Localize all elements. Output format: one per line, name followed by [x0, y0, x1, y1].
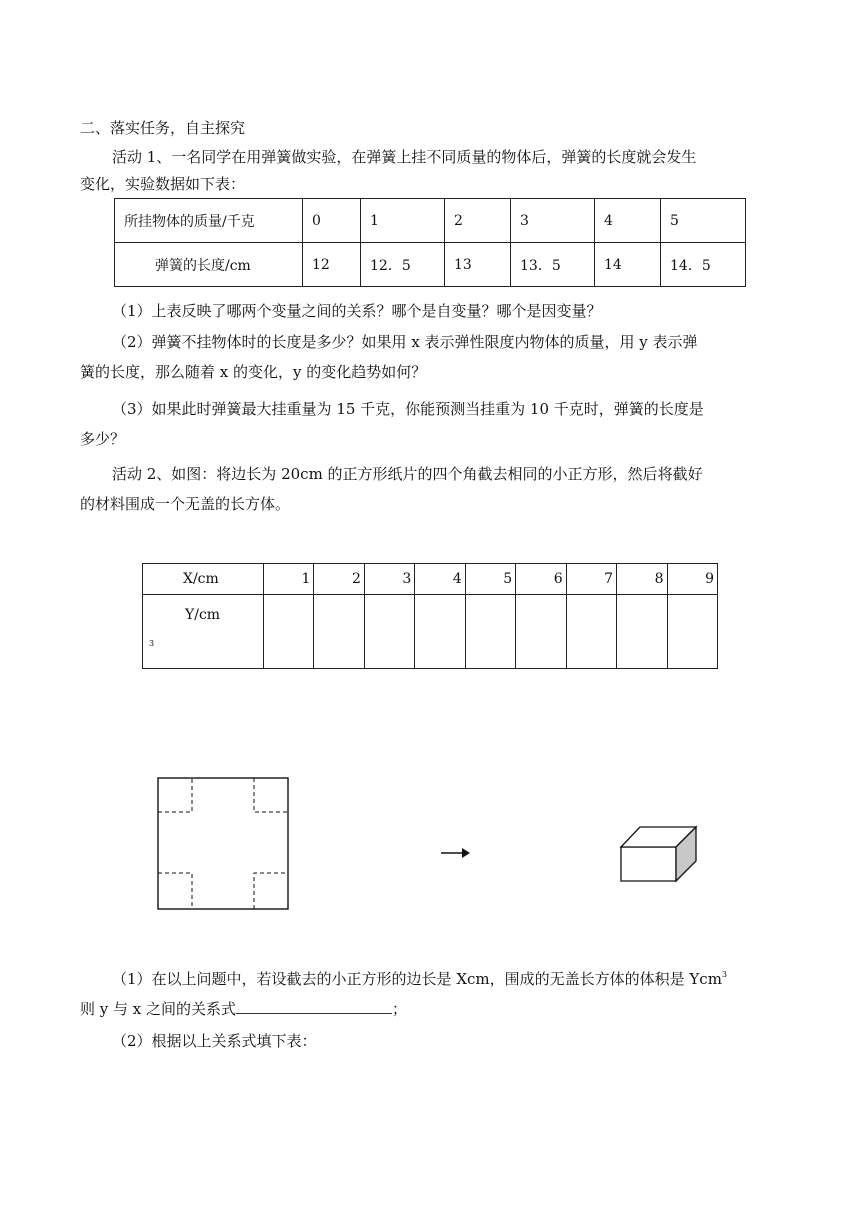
y-header-label: Y/cm [185, 607, 221, 623]
length-cell: 12．5 [361, 243, 445, 287]
x-value-cell: 4 [415, 564, 465, 595]
table-row [143, 564, 718, 595]
table-row [115, 199, 746, 243]
activity1-intro-line2: 变化，实验数据如下表： [80, 175, 246, 193]
bottom-left-cut [158, 873, 192, 909]
relation-suffix: ； [392, 1000, 408, 1018]
section-title: 二、落实任务，自主探究 [80, 119, 246, 137]
arrow-right-icon [440, 845, 472, 861]
y-value-cell [667, 595, 718, 669]
x-value-cell: 7 [566, 564, 616, 595]
y-value-cell [516, 595, 566, 669]
y-value-cell [617, 595, 667, 669]
y-value-cell [566, 595, 616, 669]
x-value-cell: 9 [667, 564, 718, 595]
y-value-cell [465, 595, 515, 669]
cut-lines [158, 778, 288, 909]
x-value-cell: 8 [617, 564, 667, 595]
length-cell: 13 [445, 243, 511, 287]
answer-blank[interactable] [236, 999, 392, 1014]
mass-cell: 0 [303, 199, 361, 243]
x-value-cell: 1 [264, 564, 314, 595]
activity1-question3-line1: （3）如果此时弹簧最大挂重量为 15 千克，你能预测当挂重为 10 千克时，弹簧的长度是 [112, 400, 704, 418]
cubic-superscript: 3 [721, 970, 728, 979]
activity1-question3-line2: 多少？ [80, 430, 126, 448]
table-row [115, 243, 746, 287]
y-value-cell [415, 595, 465, 669]
mass-cell: 2 [445, 199, 511, 243]
box-front-face [621, 847, 676, 881]
mass-cell: 4 [595, 199, 661, 243]
activity1-question1: （1）上表反映了哪两个变量之间的关系？哪个是自变量？哪个是因变量？ [112, 302, 602, 320]
x-value-cell: 2 [314, 564, 364, 595]
y-value-cell [364, 595, 414, 669]
y-header-superscript: 3 [149, 639, 155, 648]
x-value-cell: 3 [364, 564, 414, 595]
table-row [143, 595, 718, 669]
length-cell: 14 [595, 243, 661, 287]
activity2-intro-line1: 活动 2、如图：将边长为 20cm 的正方形纸片的四个角截去相同的小正方形，然后将截好 [112, 465, 703, 483]
cut-square-figure [150, 770, 300, 920]
activity2-question2: （2）根据以上关系式填下表： [112, 1032, 317, 1050]
x-value-cell: 6 [516, 564, 566, 595]
activity1-intro-line1: 活动 1、一名同学在用弹簧做实验，在弹簧上挂不同质量的物体后，弹簧的长度就会发生 [112, 148, 697, 166]
top-left-cut [158, 778, 192, 812]
activity1-question2-line1: （2）弹簧不挂物体时的长度是多少？如果用 x 表示弹性限度内物体的质量，用 y 表示弹 [112, 333, 698, 351]
box-volume-table [142, 563, 718, 669]
relation-prefix: 则 y 与 x 之间的关系式 [80, 1000, 237, 1018]
activity1-question2-line2: 簧的长度，那么随着 x 的变化，y 的变化趋势如何？ [80, 363, 427, 381]
length-cell: 14．5 [661, 243, 746, 287]
spring-data-table [114, 198, 746, 287]
x-value-cell: 5 [465, 564, 515, 595]
mass-header-cell: 所挂物体的质量/千克 [115, 199, 303, 243]
y-value-cell [264, 595, 314, 669]
top-right-cut [254, 778, 288, 812]
activity2-question1-line1 [112, 968, 727, 989]
activity2-question1-text: （1）在以上问题中，若设截去的小正方形的边长是 Xcm，围成的无盖长方体的体积是 Ycm [112, 970, 722, 988]
square-outline [158, 778, 288, 909]
mass-cell: 3 [511, 199, 595, 243]
activity2-question1-line2 [80, 998, 407, 1019]
bottom-right-cut [254, 873, 288, 909]
mass-cell: 1 [361, 199, 445, 243]
y-value-cell [314, 595, 364, 669]
length-cell: 12 [303, 243, 361, 287]
open-box-figure [616, 820, 706, 886]
length-header-cell: 弹簧的长度/cm [115, 243, 303, 287]
activity2-intro-line2: 的材料围成一个无盖的长方体。 [80, 495, 291, 513]
mass-cell: 5 [661, 199, 746, 243]
y-header-cell [143, 595, 264, 669]
length-cell: 13．5 [511, 243, 595, 287]
x-header-cell: X/cm [143, 564, 264, 595]
